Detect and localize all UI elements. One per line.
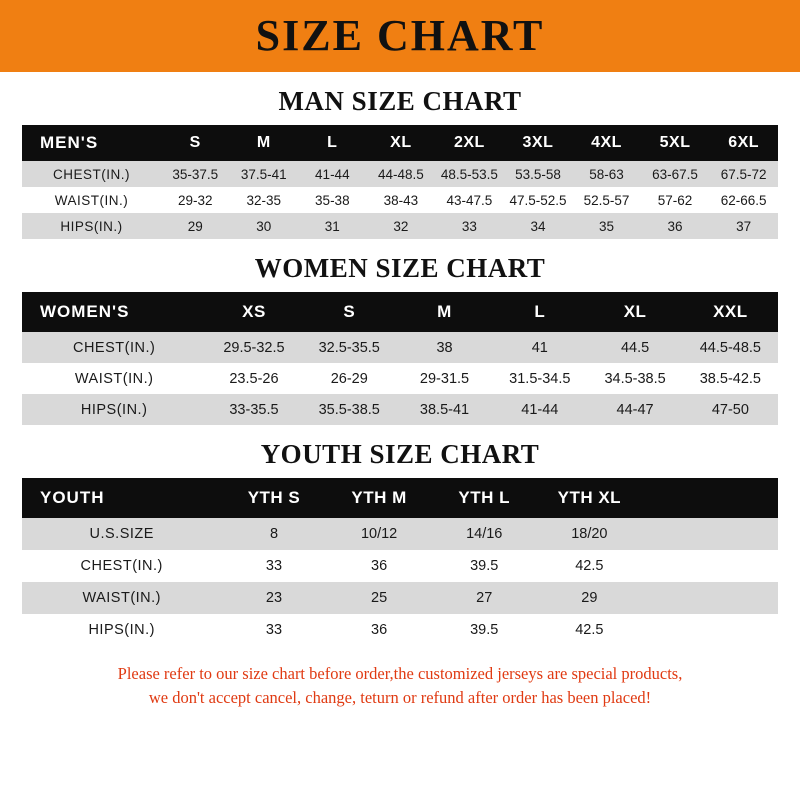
man-row0-cell8: 63-67.5 xyxy=(641,161,710,187)
man-row1-cell1: 29-32 xyxy=(161,187,230,213)
man-row0-cell1: 35-37.5 xyxy=(161,161,230,187)
youth-header-cell-0: YOUTH xyxy=(40,488,105,507)
women-row1-cell2: 26-29 xyxy=(302,363,397,394)
women-row0-cell0: CHEST(IN.) xyxy=(22,332,206,363)
man-row1-cell4: 38-43 xyxy=(367,187,436,213)
youth-row0-cell3: 14/16 xyxy=(432,518,537,550)
man-row2-cell7: 35 xyxy=(572,213,641,239)
women-row2-cell0: HIPS(IN.) xyxy=(22,394,206,425)
women-row1-cell0: WAIST(IN.) xyxy=(22,363,206,394)
man-header-cell-0: MEN'S xyxy=(40,133,99,152)
women-row1-cell3: 29-31.5 xyxy=(397,363,492,394)
table-row xyxy=(22,363,778,394)
youth-row2-cell0: WAIST(IN.) xyxy=(22,582,221,614)
youth-row3-cell3: 39.5 xyxy=(432,614,537,646)
youth-row2-cell3: 27 xyxy=(432,582,537,614)
youth-header-cell-2: YTH M xyxy=(351,488,407,507)
youth-row0-cell0: U.S.SIZE xyxy=(22,518,221,550)
women-row2-cell1: 33-35.5 xyxy=(206,394,301,425)
women-row0-cell2: 32.5-35.5 xyxy=(302,332,397,363)
youth-row0-cell1: 8 xyxy=(221,518,326,550)
man-row2-cell8: 36 xyxy=(641,213,710,239)
women-header-cell-0: WOMEN'S xyxy=(40,302,130,321)
header-banner xyxy=(0,0,800,72)
order-policy-note-line1: Please refer to our size chart before order,the customized jerseys are special products, xyxy=(117,664,683,683)
man-header-cell-3: L xyxy=(327,134,338,151)
youth-row0-cell4: 18/20 xyxy=(537,518,642,550)
man-size-table xyxy=(22,125,778,239)
women-row2-cell6: 47-50 xyxy=(683,394,778,425)
youth-row2-cell4: 29 xyxy=(537,582,642,614)
youth-header-cell-4: YTH XL xyxy=(557,488,622,507)
man-row2-cell2: 30 xyxy=(230,213,299,239)
man-header-cell-8: 5XL xyxy=(659,134,691,151)
women-row1-cell4: 31.5-34.5 xyxy=(492,363,587,394)
women-row1-cell5: 34.5-38.5 xyxy=(587,363,682,394)
women-row2-cell2: 35.5-38.5 xyxy=(302,394,397,425)
man-row2-cell0: HIPS(IN.) xyxy=(22,213,161,239)
youth-row0-spacer xyxy=(642,518,778,550)
youth-row3-cell1: 33 xyxy=(221,614,326,646)
man-header-cell-6: 3XL xyxy=(522,134,554,151)
table-row xyxy=(22,550,778,582)
women-header-cell-5: XL xyxy=(623,302,647,321)
man-row2-cell1: 29 xyxy=(161,213,230,239)
women-header-cell-4: L xyxy=(534,302,546,321)
man-header-cell-1: S xyxy=(189,134,201,151)
youth-size-table xyxy=(22,478,778,646)
youth-row2-cell2: 25 xyxy=(327,582,432,614)
man-row2-cell4: 32 xyxy=(367,213,436,239)
youth-row3-cell2: 36 xyxy=(327,614,432,646)
man-row0-cell3: 41-44 xyxy=(298,161,367,187)
table-row xyxy=(22,332,778,363)
man-row2-cell3: 31 xyxy=(298,213,367,239)
man-row0-cell7: 58-63 xyxy=(572,161,641,187)
man-row0-cell2: 37.5-41 xyxy=(230,161,299,187)
youth-row3-spacer xyxy=(642,614,778,646)
table-row xyxy=(22,582,778,614)
table-row xyxy=(22,161,778,187)
women-header-cell-1: XS xyxy=(242,302,266,321)
man-row1-cell6: 47.5-52.5 xyxy=(504,187,573,213)
youth-section-title: YOUTH SIZE CHART xyxy=(260,439,540,469)
women-row0-cell3: 38 xyxy=(397,332,492,363)
man-row2-cell5: 33 xyxy=(435,213,504,239)
table-row xyxy=(22,394,778,425)
man-header-cell-4: XL xyxy=(390,134,412,151)
women-header-cell-3: M xyxy=(437,302,452,321)
youth-row1-cell2: 36 xyxy=(327,550,432,582)
youth-row1-cell0: CHEST(IN.) xyxy=(22,550,221,582)
order-policy-note xyxy=(22,662,778,710)
women-row1-cell6: 38.5-42.5 xyxy=(683,363,778,394)
youth-row0-cell2: 10/12 xyxy=(327,518,432,550)
youth-row2-cell1: 23 xyxy=(221,582,326,614)
youth-section xyxy=(22,439,778,646)
man-row1-cell9: 62-66.5 xyxy=(709,187,778,213)
page-title: SIZE CHART xyxy=(255,11,545,60)
youth-header-cell-3: YTH L xyxy=(458,488,511,507)
women-row2-cell5: 44-47 xyxy=(587,394,682,425)
man-row0-cell6: 53.5-58 xyxy=(504,161,573,187)
man-section xyxy=(22,86,778,239)
man-header-cell-2: M xyxy=(256,134,271,151)
women-header-cell-2: S xyxy=(343,302,356,321)
man-row0-cell5: 48.5-53.5 xyxy=(435,161,504,187)
table-row xyxy=(22,213,778,239)
man-table-header-row xyxy=(22,125,778,161)
youth-row3-cell0: HIPS(IN.) xyxy=(22,614,221,646)
man-row1-cell0: WAIST(IN.) xyxy=(22,187,161,213)
youth-table-header-row xyxy=(22,478,778,518)
women-row2-cell3: 38.5-41 xyxy=(397,394,492,425)
youth-row1-spacer xyxy=(642,550,778,582)
man-header-cell-7: 4XL xyxy=(591,134,622,151)
man-row1-cell7: 52.5-57 xyxy=(572,187,641,213)
man-row0-cell0: CHEST(IN.) xyxy=(22,161,161,187)
order-policy-note-line2: we don't accept cancel, change, teturn or refund after order has been placed! xyxy=(148,687,652,707)
women-size-table xyxy=(22,292,778,425)
man-row1-cell3: 35-38 xyxy=(298,187,367,213)
chart-content xyxy=(0,86,800,710)
women-section xyxy=(22,253,778,425)
man-row1-cell5: 43-47.5 xyxy=(435,187,504,213)
table-row xyxy=(22,518,778,550)
man-header-cell-5: 2XL xyxy=(453,134,485,151)
man-row1-cell8: 57-62 xyxy=(641,187,710,213)
youth-header-spacer xyxy=(642,478,778,518)
man-row1-cell2: 32-35 xyxy=(230,187,299,213)
youth-row1-cell4: 42.5 xyxy=(537,550,642,582)
women-table-header-row xyxy=(22,292,778,332)
women-header-cell-6: XXL xyxy=(713,302,748,321)
women-row1-cell1: 23.5-26 xyxy=(206,363,301,394)
man-row2-cell6: 34 xyxy=(504,213,573,239)
women-row0-cell4: 41 xyxy=(492,332,587,363)
man-row0-cell9: 67.5-72 xyxy=(709,161,778,187)
women-row2-cell4: 41-44 xyxy=(492,394,587,425)
youth-row2-spacer xyxy=(642,582,778,614)
table-row xyxy=(22,614,778,646)
women-section-title: WOMEN SIZE CHART xyxy=(254,253,546,283)
table-row xyxy=(22,187,778,213)
women-row0-cell1: 29.5-32.5 xyxy=(206,332,301,363)
women-row0-cell6: 44.5-48.5 xyxy=(683,332,778,363)
youth-row3-cell4: 42.5 xyxy=(537,614,642,646)
youth-row1-cell3: 39.5 xyxy=(432,550,537,582)
youth-header-cell-1: YTH S xyxy=(247,488,301,507)
man-row2-cell9: 37 xyxy=(709,213,778,239)
youth-row1-cell1: 33 xyxy=(221,550,326,582)
man-section-title: MAN SIZE CHART xyxy=(278,86,522,116)
man-header-cell-9: 6XL xyxy=(728,134,760,151)
man-row0-cell4: 44-48.5 xyxy=(367,161,436,187)
women-row0-cell5: 44.5 xyxy=(587,332,682,363)
